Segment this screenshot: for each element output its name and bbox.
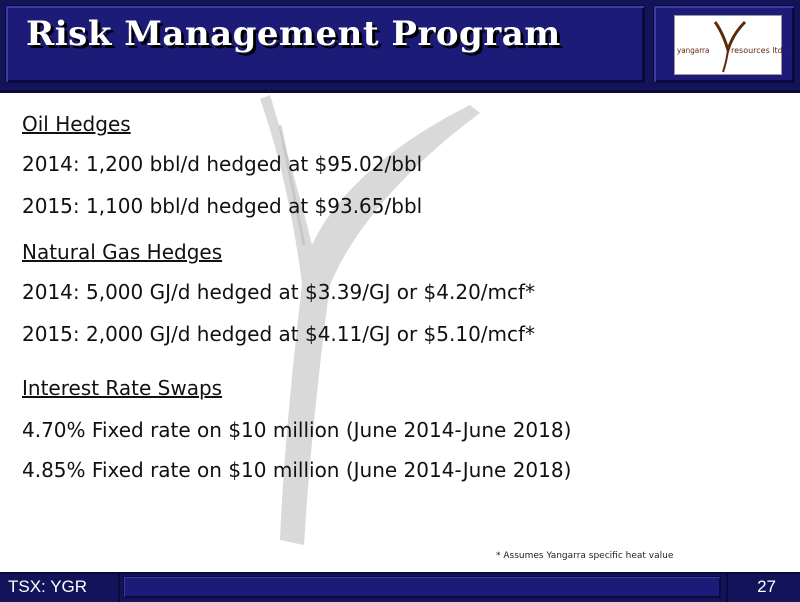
swap-line-2: 4.85% Fixed rate on $10 million (June 2014-June 2018) [22,458,572,482]
ticker-symbol: TSX: YGR [8,577,88,596]
oil-hedge-line-2015: 2015: 1,100 bbl/d hedged at $93.65/bbl [22,194,423,218]
section-heading-interest-rate-swaps: Interest Rate Swaps [22,376,223,400]
y-logo-icon [675,16,781,74]
slide-title: Risk Management Program [26,14,561,54]
section-heading-oil-hedges: Oil Hedges [22,112,131,136]
section-heading-natural-gas-hedges: Natural Gas Hedges [22,240,223,264]
logo-text-left: yangarra [677,46,710,55]
logo-text-right: resources ltd. [731,46,786,55]
footnote: * Assumes Yangarra specific heat value [496,551,674,561]
company-logo [674,15,786,75]
oil-hedge-line-2014: 2014: 1,200 bbl/d hedged at $95.02/bbl [22,152,423,176]
page-number: 27 [757,577,776,596]
header-bar [0,0,800,93]
footer-bar [0,572,800,602]
footer-center-panel [124,577,720,597]
swap-line-1: 4.70% Fixed rate on $10 million (June 2014-June 2018) [22,418,572,442]
footer-divider [118,574,120,602]
footer-divider [726,574,728,602]
gas-hedge-line-2014: 2014: 5,000 GJ/d hedged at $3.39/GJ or $4.20/mcf* [22,280,536,304]
gas-hedge-line-2015: 2015: 2,000 GJ/d hedged at $4.11/GJ or $5.10/mcf* [22,322,536,346]
